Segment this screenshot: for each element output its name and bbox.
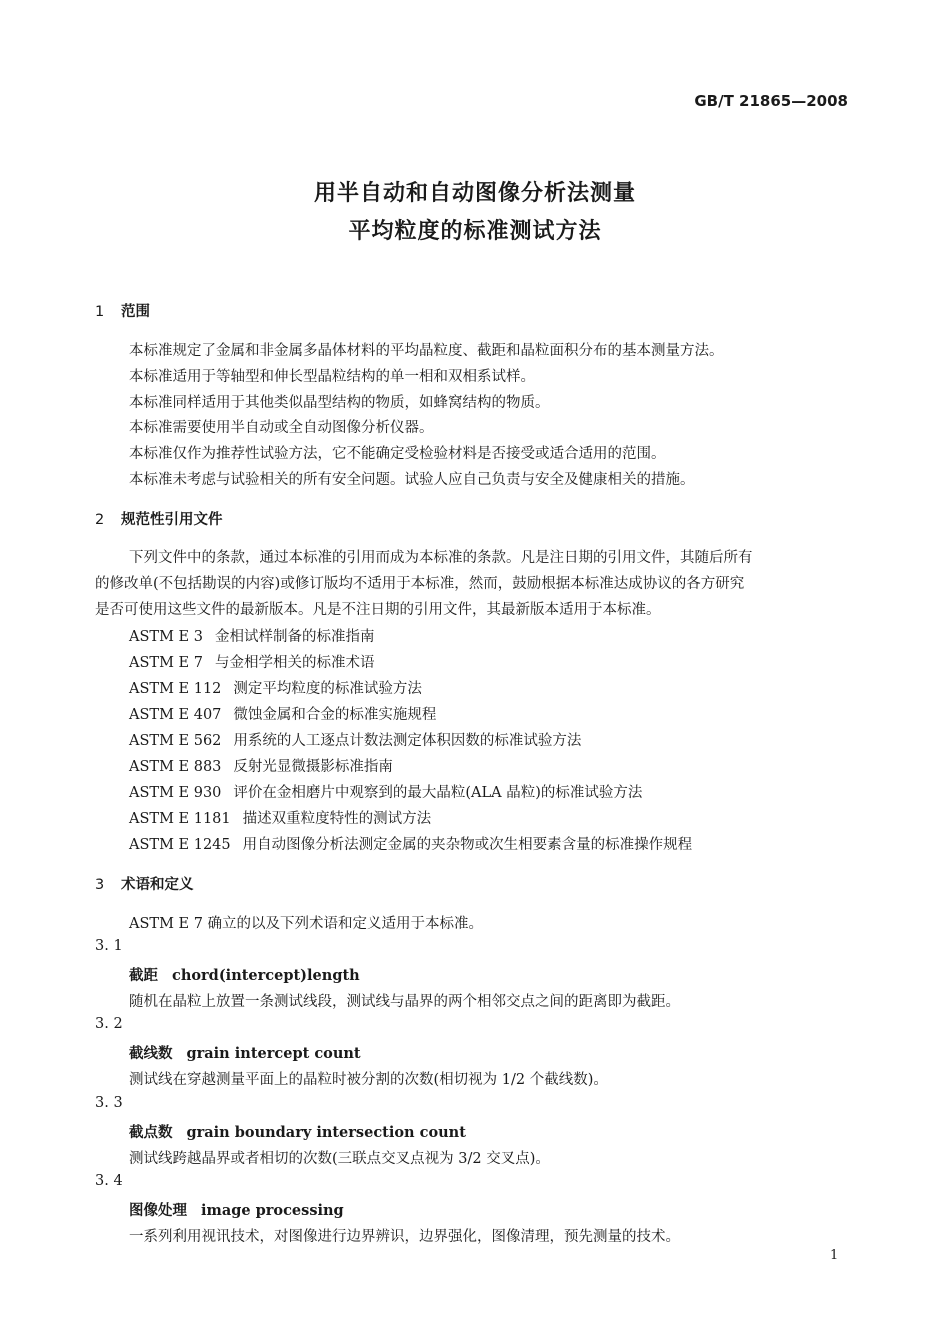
subclause-number: 3. 2 xyxy=(95,1016,123,1032)
subclause-number: 3. 1 xyxy=(95,938,123,954)
subclause-number: 3. 4 xyxy=(95,1173,123,1189)
document-title-line-1: 用半自动和自动图像分析法测量 xyxy=(313,181,636,206)
term-zh: 截距 xyxy=(129,968,158,984)
reference-title: 测定平均粒度的标准试验方法 xyxy=(233,681,422,697)
intro-line: 的修改单(不包括勘误的内容)或修订版均不适用于本标准，然而，鼓励根据本标准达成协议的各方研究 xyxy=(95,576,745,592)
reference-code: ASTM E 407 xyxy=(129,707,222,723)
reference-code: ASTM E 883 xyxy=(129,759,222,775)
term-en: chord(intercept)length xyxy=(172,967,360,984)
standard-code: GB/T 21865—2008 xyxy=(694,92,848,110)
reference-item xyxy=(129,807,431,828)
intro-line: 下列文件中的条款，通过本标准的引用而成为本标准的条款。凡是注日期的引用文件，其随后所有 xyxy=(129,550,753,566)
intro-line: 是否可使用这些文件的最新版本。凡是不注日期的引用文件，其最新版本适用于本标准。 xyxy=(95,602,661,618)
page-number: 1 xyxy=(830,1248,839,1263)
paragraph: ASTM E 7 确立的以及下列术语和定义适用于本标准。 xyxy=(129,916,484,932)
paragraph: 本标准仅作为推荐性试验方法，它不能确定受检验材料是否接受或适合适用的范围。 xyxy=(129,446,666,462)
reference-code: ASTM E 562 xyxy=(129,733,222,749)
reference-item xyxy=(129,781,642,802)
reference-code: ASTM E 7 xyxy=(129,655,203,671)
reference-title: 用自动图像分析法测定金属的夹杂物或次生相要素含量的标准操作规程 xyxy=(242,837,693,853)
reference-item xyxy=(129,677,422,698)
term-definition: 测试线跨越晶界或者相切的次数(三联点交叉点视为 3/2 交叉点)。 xyxy=(129,1151,550,1167)
reference-title: 描述双重粒度特性的测试方法 xyxy=(242,811,432,827)
section-title: 规范性引用文件 xyxy=(121,512,223,528)
term-heading xyxy=(129,1199,344,1220)
section-number: 2 xyxy=(95,512,105,528)
document-title-line-2: 平均粒度的标准测试方法 xyxy=(348,219,602,244)
term-definition: 一系列利用视讯技术，对图像进行边界辨识，边界强化，图像清理，预先测量的技术。 xyxy=(129,1229,680,1245)
reference-code: ASTM E 930 xyxy=(129,785,222,801)
subclause-number: 3. 3 xyxy=(95,1095,123,1111)
paragraph: 本标准规定了金属和非金属多晶体材料的平均晶粒度、截距和晶粒面积分布的基本测量方法。 xyxy=(129,343,724,359)
term-heading xyxy=(129,1121,466,1142)
term-en: image processing xyxy=(201,1202,344,1219)
section-1-heading xyxy=(95,300,150,321)
paragraph: 本标准未考虑与试验相关的所有安全问题。试验人应自己负责与安全及健康相关的措施。 xyxy=(129,472,695,488)
reference-title: 用系统的人工逐点计数法测定体积因数的标准试验方法 xyxy=(233,733,582,749)
section-title: 范围 xyxy=(121,304,150,320)
reference-item xyxy=(129,755,393,776)
term-en: grain intercept count xyxy=(186,1045,361,1062)
paragraph: 本标准适用于等轴型和伸长型晶粒结构的单一相和双相系试样。 xyxy=(129,369,535,385)
section-title: 术语和定义 xyxy=(121,877,194,893)
section-2-heading xyxy=(95,508,223,529)
reference-item xyxy=(129,651,374,672)
term-zh: 截线数 xyxy=(129,1046,173,1062)
reference-title: 反射光显微摄影标准指南 xyxy=(233,759,393,775)
term-zh: 图像处理 xyxy=(129,1203,187,1219)
reference-code: ASTM E 3 xyxy=(129,629,203,645)
term-heading xyxy=(129,964,360,985)
reference-item xyxy=(129,703,436,724)
term-definition: 测试线在穿越测量平面上的晶粒时被分割的次数(相切视为 1/2 个截线数)。 xyxy=(129,1072,608,1088)
reference-title: 微蚀金属和合金的标准实施规程 xyxy=(233,707,437,723)
section-number: 3 xyxy=(95,877,105,893)
reference-title: 与金相学相关的标准术语 xyxy=(214,655,375,671)
reference-title: 评价在金相磨片中观察到的最大晶粒(ALA 晶粒)的标准试验方法 xyxy=(233,785,643,801)
paragraph: 本标准需要使用半自动或全自动图像分析仪器。 xyxy=(129,420,434,436)
reference-code: ASTM E 112 xyxy=(129,681,222,697)
paragraph: 本标准同样适用于其他类似晶型结构的物质，如蜂窝结构的物质。 xyxy=(129,395,550,411)
section-number: 1 xyxy=(95,304,105,320)
reference-code: ASTM E 1245 xyxy=(129,837,231,853)
reference-code: ASTM E 1181 xyxy=(129,811,231,827)
term-en: grain boundary intersection count xyxy=(186,1124,466,1141)
reference-title: 金相试样制备的标准指南 xyxy=(214,629,375,645)
term-definition: 随机在晶粒上放置一条测试线段，测试线与晶界的两个相邻交点之间的距离即为截距。 xyxy=(129,994,680,1010)
term-heading xyxy=(129,1042,361,1063)
term-zh: 截点数 xyxy=(129,1125,173,1141)
reference-item xyxy=(129,625,374,646)
reference-item xyxy=(129,729,581,750)
reference-item xyxy=(129,833,692,854)
section-3-heading xyxy=(95,873,194,894)
